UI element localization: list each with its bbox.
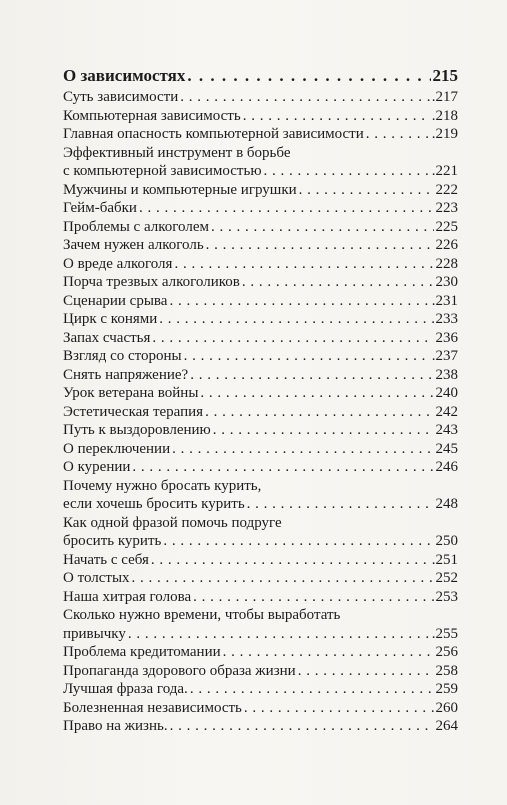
toc-entry-page-number: 240 xyxy=(435,385,458,401)
dot-leader xyxy=(174,255,433,274)
toc-entry-page-number: 223 xyxy=(435,200,458,216)
toc-entry-title: Пропаганда здорового образа жизни xyxy=(63,662,296,679)
toc-entry xyxy=(63,606,458,643)
toc-entry-page-number: 230 xyxy=(435,274,458,290)
toc-entry-title: Право на жизнь. xyxy=(63,718,168,734)
toc-entry-page-number: .237 xyxy=(431,348,458,364)
toc-entry xyxy=(63,551,458,570)
toc-entry-line xyxy=(63,162,458,181)
toc-entry-line xyxy=(63,532,458,551)
toc-entry-line xyxy=(63,144,458,163)
toc-entry-title: Эстетическая терапия xyxy=(63,403,204,420)
toc-entry-page-number: .219 xyxy=(431,126,458,142)
toc-entry-page-number: 236 xyxy=(435,329,458,346)
toc-entry-title: Гейм-бабки xyxy=(63,200,137,216)
toc-entry-title: О переключении xyxy=(63,440,171,457)
dot-leader xyxy=(190,366,433,385)
dot-leader xyxy=(243,107,430,126)
toc-entry-title: Мужчины и компьютерные игрушки xyxy=(63,181,297,198)
toc-entry-page-number: .251 xyxy=(431,551,458,568)
toc-entry-title: Как одной фразой помочь подруге xyxy=(63,514,282,531)
toc-entry-title: Наша хитрая голова xyxy=(63,588,192,605)
toc-entry-title: Цирк с конями xyxy=(63,311,158,327)
dot-leader xyxy=(211,218,434,237)
toc-entry-page-number: 250 xyxy=(435,533,458,549)
dot-leader xyxy=(264,162,430,181)
toc-entry-title: Почему нужно бросать курить, xyxy=(63,477,262,494)
dot-leader xyxy=(151,551,430,570)
toc-entry xyxy=(63,588,458,607)
toc-entry-title: Зачем нужен алкоголь xyxy=(63,237,204,253)
toc-entry-title: Начать с себя xyxy=(63,551,149,568)
toc-entry xyxy=(63,144,458,181)
toc-entry-page-number: 233 xyxy=(435,311,458,327)
toc-entry-page-number: 252 xyxy=(435,570,458,586)
dot-leader xyxy=(190,680,434,699)
toc-entry-title: Болезненная независимость xyxy=(63,699,242,716)
dot-leader xyxy=(298,662,434,681)
toc-entry xyxy=(63,273,458,292)
toc-entry-list xyxy=(63,88,458,736)
toc-entry xyxy=(63,662,458,681)
toc-entry-title: О толстых xyxy=(63,570,130,586)
toc-entry-page-number: 256 xyxy=(435,644,458,660)
toc-entry-page-number: 228 xyxy=(435,255,458,272)
toc-entry xyxy=(63,569,458,588)
toc-entry xyxy=(63,218,458,237)
toc-entry-title: Запах счастья xyxy=(63,329,151,346)
toc-entry-page-number: .255 xyxy=(431,625,458,642)
toc-entry-page-number: 259 xyxy=(435,681,458,697)
toc-entry xyxy=(63,255,458,274)
toc-entry-page-number: .221 xyxy=(431,163,458,179)
toc-entry-title: О вреде алкоголя xyxy=(63,255,173,272)
section-title: О зависимостях xyxy=(63,66,186,85)
toc-entry-title: О курении xyxy=(63,459,131,475)
toc-entry-line xyxy=(63,514,458,533)
dot-leader xyxy=(152,329,433,348)
toc-entry-title: бросить курить xyxy=(63,533,162,549)
section-page-number: 215 xyxy=(432,66,458,85)
toc-section-heading xyxy=(63,66,458,88)
toc-entry xyxy=(63,107,458,126)
toc-entry xyxy=(63,717,458,736)
dot-leader xyxy=(132,569,434,588)
toc-entry-line xyxy=(63,495,458,514)
toc-entry xyxy=(63,310,458,329)
dot-leader xyxy=(172,440,433,459)
dot-leader xyxy=(366,125,430,144)
dot-leader xyxy=(200,384,433,403)
dot-leader xyxy=(244,699,434,718)
toc-entry-title: Проблема кредитомании xyxy=(63,644,221,660)
dot-leader xyxy=(242,273,434,292)
toc-entry-page-number: 253 xyxy=(435,588,458,605)
toc-entry xyxy=(63,477,458,514)
toc-entry xyxy=(63,125,458,144)
dot-leader xyxy=(159,310,433,329)
toc-entry-title: Главная опасность компьютерной зависимости xyxy=(63,126,364,142)
toc-entry xyxy=(63,699,458,718)
dot-leader xyxy=(170,717,434,736)
toc-entry xyxy=(63,236,458,255)
toc-entry-title: Суть зависимости xyxy=(63,89,179,105)
dot-leader xyxy=(223,643,434,662)
toc-entry-title: Сколько нужно времени, чтобы выработать xyxy=(63,607,341,623)
dot-leader xyxy=(169,292,429,311)
toc-entry xyxy=(63,514,458,551)
toc-entry-line xyxy=(63,606,458,625)
toc-entry-page-number: 246 xyxy=(435,459,458,475)
toc-entry-title: Путь к выздоровлению xyxy=(63,422,211,438)
toc-entry xyxy=(63,181,458,200)
toc-entry xyxy=(63,329,458,348)
dot-leader xyxy=(193,588,433,607)
toc-entry-page-number: .217 xyxy=(431,89,458,105)
toc-entry-page-number: 245 xyxy=(435,440,458,457)
toc-entry-title: Урок ветерана войны xyxy=(63,385,199,401)
toc-entry-page-number: 260 xyxy=(435,699,458,716)
toc-entry-page-number: 222 xyxy=(435,181,458,198)
dot-leader xyxy=(187,66,430,86)
toc-entry-line xyxy=(63,625,458,644)
toc-entry xyxy=(63,680,458,699)
dot-leader xyxy=(128,625,430,644)
dot-leader xyxy=(205,403,433,422)
toc-entry-title: с компьютерной зависимостью xyxy=(63,163,262,179)
toc-entry xyxy=(63,403,458,422)
toc-entry xyxy=(63,421,458,440)
toc-entry-title: Взгляд со стороны xyxy=(63,348,182,364)
toc-entry-line xyxy=(63,477,458,496)
toc-entry-page-number: 238 xyxy=(435,366,458,383)
toc-entry-page-number: 226 xyxy=(435,237,458,253)
toc-entry xyxy=(63,366,458,385)
toc-entry xyxy=(63,384,458,403)
dot-leader xyxy=(213,421,434,440)
toc-entry-title: привычку xyxy=(63,625,126,642)
toc-entry-page-number: 248 xyxy=(435,496,458,512)
toc-entry-title: если хочешь бросить курить xyxy=(63,496,245,512)
toc-entry-title: Снять напряжение? xyxy=(63,366,189,383)
table-of-contents xyxy=(63,66,458,736)
toc-entry-page-number: .231 xyxy=(431,292,458,309)
toc-entry-page-number: .218 xyxy=(431,107,458,124)
toc-entry xyxy=(63,643,458,662)
dot-leader xyxy=(299,181,434,200)
dot-leader xyxy=(184,347,430,366)
toc-entry xyxy=(63,292,458,311)
dot-leader xyxy=(206,236,434,255)
toc-entry-title: Проблемы с алкоголем xyxy=(63,218,209,235)
toc-entry xyxy=(63,88,458,107)
toc-entry-page-number: 242 xyxy=(435,403,458,420)
toc-entry-page-number: 243 xyxy=(435,422,458,438)
dot-leader xyxy=(180,88,429,107)
dot-leader xyxy=(132,458,433,477)
toc-entry-title: Компьютерная зависимость xyxy=(63,107,241,124)
toc-entry xyxy=(63,347,458,366)
toc-entry xyxy=(63,440,458,459)
toc-entry-title: Сценарии срыва xyxy=(63,292,168,309)
dot-leader xyxy=(247,495,434,514)
toc-entry-page-number: 258 xyxy=(435,662,458,679)
toc-entry xyxy=(63,199,458,218)
toc-entry-title: Эффективный инструмент в борьбе xyxy=(63,144,291,161)
dot-leader xyxy=(139,199,434,218)
toc-entry-title: Порча трезвых алкоголиков xyxy=(63,274,240,290)
toc-entry-title: Лучшая фраза года. xyxy=(63,681,188,697)
toc-entry-page-number: 225 xyxy=(435,218,458,235)
dot-leader xyxy=(163,532,433,551)
toc-entry xyxy=(63,458,458,477)
toc-entry-page-number: 264 xyxy=(435,718,458,734)
